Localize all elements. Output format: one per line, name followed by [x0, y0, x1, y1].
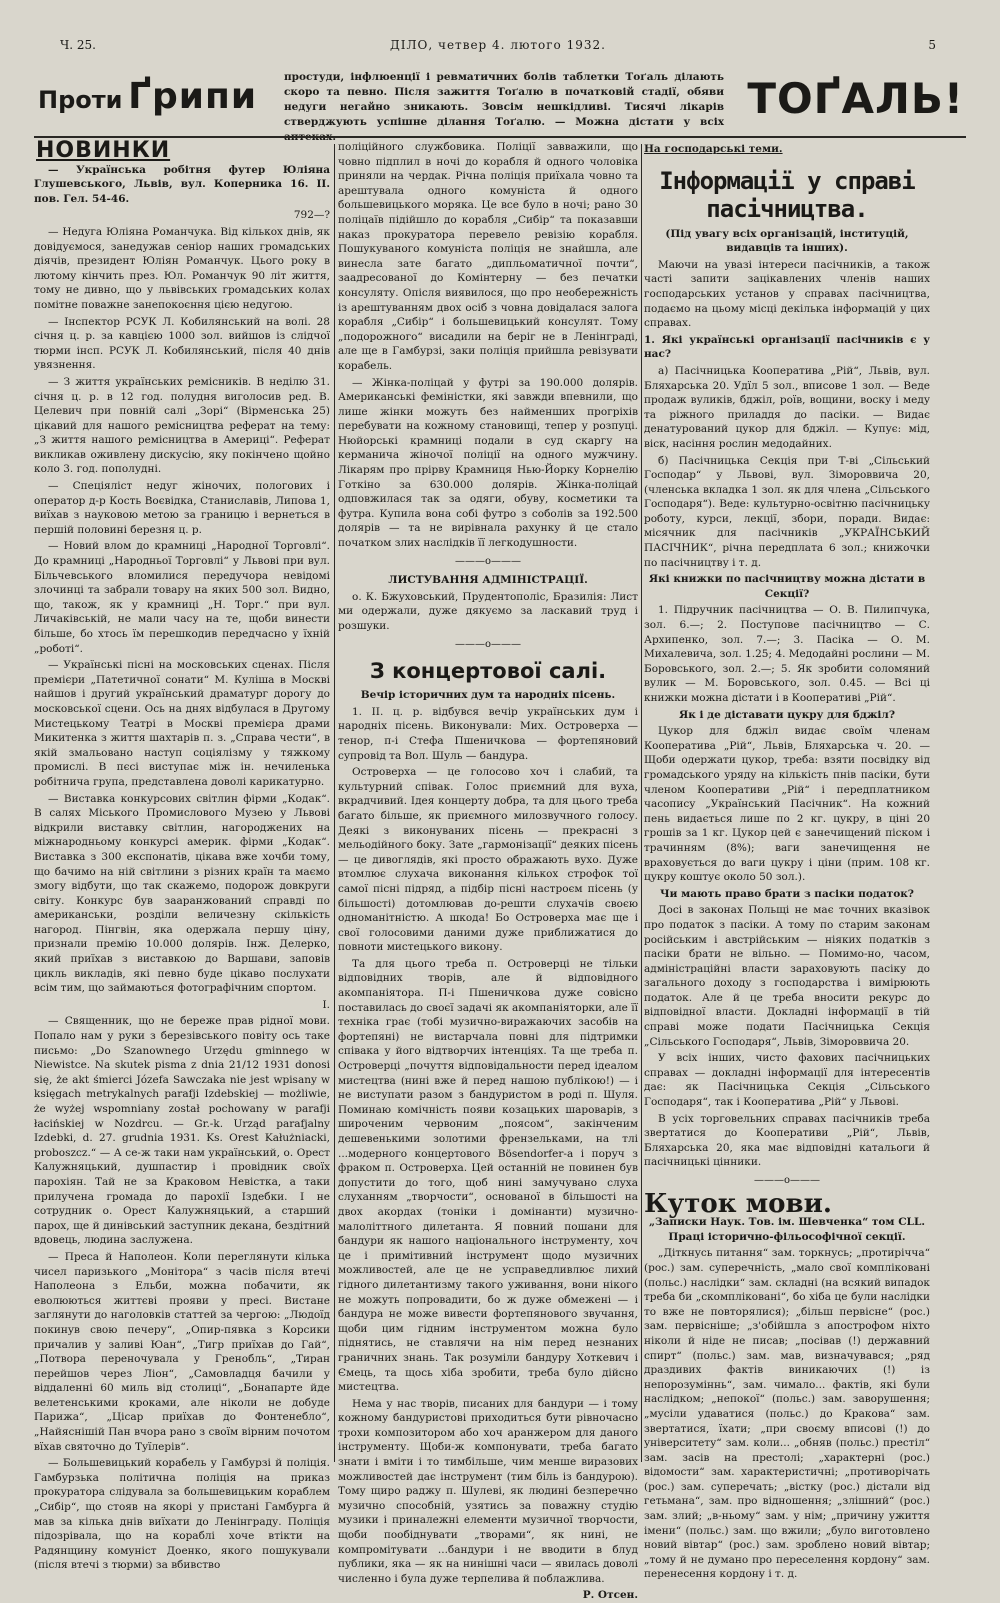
ad-brand-logo: ТОҐАЛЬ! — [747, 74, 964, 123]
language-corner-heading: Куток мови. — [644, 1188, 832, 1219]
article-paragraph: Маючи на увазі інтереси пасічників, а також часті запити зацікавлених членів наших господарських установ у справах пасічництва, подаємо на цьому місці декілька інформацій у цих справах. — [644, 258, 930, 330]
article-paragraph: „Діткнусь питання“ зам. торкнусь; „протирічча“ (рос.) зам. суперечність, „мало свої компліковані (польс.) наслідки“ зам. складні (на всякий випадок треба би „скомпліковані“, бо хіба це були наслідки то вже не повторялися); „більш первісне“ (рос.) зам. первісніше; „з'обійшла з апострофом ніхто ніколи й ніде не писав; „посівав (!) державний спирт“ (польс.) зам. мав, визначувався; „ряд дрaздивих фактів виникаючих (!) із непорозуміннь“, зам. чимало... фактів, які були наслідком; „непокої“ (польс.) зам. заворушення; „мусіли удаватися (польс.) до Кракова“ зам. звертатися, їхати; „при своєму вписові (!) до університету“ зам. коли... „обняв (польс.) престіл“ зам. засів на престолі; „характерні (рос.) відомости“ зам. характеристичні; „противорічать (рос.) зам. суперечать; „вістку (рос.) дістали від гетьмана“, зам. про відношення; „злішний“ (рос.) зам. злий; „в-ньому“ зам. у нім; „причину ужиття імени“ (польс.) зам. що вжили; „було виготовлено новий вівтар“ (рос.) зам. зроблено новий вівтар; „тому й не думано про переселення кордону“ зам. перенесення кордону і т. д. — [644, 1247, 930, 1581]
news-item: — Преса й Наполеон. Коли переглянути кілька чисел паризького „Монітора“ з часів після втечі Наполеона з Ельби, можна побачити, як еволюються життєві прояви у пресі. Вистане заглянути до наголовків статтей за чергою: „Людоїд покинув свою печеру“, „Опир-пявка з Корсики причалив у заливі Юан“, „Тигр приїхав до Гай“, „Потвора переночувала у Гренобль“, „Тиран перейшов через Ліон“, „Самовладця бачили у віддаленні 60 миль від столиці“, „Бонапарте йде велетенськими кроками, але ніколи не добуде Парижа“, „Цісар приїхав до Фонтенебло“, „Найяснішій Пан вчора рано з своїм вірним почотом вїхав святочно до Туїлерів“. — [34, 1250, 330, 1453]
review-paragraph: Та для цього треба п. Островерці не тільки відповідних творів, але й відповідного акомпаніятора. П-і Пшеничкова дуже совісно поставилась до своєї задачі як акомпаніяторки, але її техніка грає (тобі музично-виражаючих засобів на фортепяні) не вистарчала повні для підтримки співака у його відтворчих інтенціях. Та ще треба п. Островерці „почуття відповідальности перед ідеалом мистецтва (нині вже й перед нашою публікою!) — і не виступати разом з бандуристом в роді п. Шуля. Поминаю комічність появи козацьких шароварів, з широченим червоним „поясом“, закінченим дешевенькими золотими френзельками, на тлі ...модерного концертового Bösendorfer-а і поруч з фраком п. Островерха. Цей останній не повинен був допустити до того, щоб нині замучувано слуха слуханням „творчости“, основаної в більшості на двох акордах (тоніки і домінанти) музично-малоліттного дилетанта. Я повний пошани для бандури як нашого національного інструменту, хоч це і примітивний інструмент щодо музичних можливостей, але це не усправедливлює лихий гідного дилетантизму такого уживання, вони нікого не можуть попровадити, бо ж дуже обмежені — і бандура не може вивести фортепянового звучання, щоби цим гідним інструментом можна було піднятись, не ставлячи на нім перед незнаних граничних знань. Так розуміли бандуру Хоткевич і Ємець, та щось хіба зробити, треба було дійсно мистецтва. — [338, 957, 638, 1394]
section-heading: НОВИНКИ — [36, 138, 171, 163]
question-heading: Які книжки по пасічництву можна дістати в Секції? — [648, 573, 926, 600]
news-item: — Українські пісні на московських сценах. Після премієри „Патетичної сонати“ М. Куліша в Москві найшов і другий український драматург дорогу до московської сцени. Ось на днях відбулася в Другому Мистецькому Театрі в Москві премієра драми Микитенка з життя шахтарів п. з. „Справа чести“, в якій змальовано наступ соціялізму у тяжкому промислі. В пєсі виступає між ін. нечиленька робітнича група, представлена доволі карикатурно. — [34, 659, 330, 788]
separator: ———o——— — [753, 1175, 821, 1186]
news-item: — Виставка конкурсових світлин фірми „Кодак“. В салях Міського Промислового Музею у Львові відкрили виставку світлин, нагороджених на міжнародньому конкурсі америк. фірми „Кодак“. Виставка з 300 експонатів, цікава вже хочби тому, що бачимо на ній світлини з різних країн та маємо змогу відбути, що так скажемо, подорож довкруги світу. Конкурс був зааранжований справді по американськи, розділи величезну скількість нагород. Пінгвін, яка одержала першу ціну, признали премію 10.000 долярів. Інж. Делерко, який приїхав з виставкою до Варшави, заповів цикль викладів, які певно буде цікаво послухати всім тим, що займаються фотографічним спортом. — [34, 792, 330, 995]
question-heading: Чи мають право брати з пасіки податок? — [660, 887, 914, 900]
article-paragraph: Досі в законах Польщі не має точних вказівок про податок з пасіки. А тому по старим законам російським і австрійським — ніяких податків з пасіки брати не вільно. — Помимо-но, часом, адміністраційні власти зараховують пасіку до загального доходу з господарства і вимірюють податок. Але й це треба вносити рекурс до відповідної власти. Докладні інформації в тій справі може подати Пасічницька Секція „Сільського Господаря“, Львів, Зімороввича 20. — [644, 904, 930, 1048]
article-paragraph: В усіх торговельних справах пасічників треба звертатися до Кооперативи „Рій“, Львів, Бляхарська 20, яка має відповідні катальоги й пасічницькі цінники. — [644, 1112, 930, 1169]
news-column — [644, 140, 930, 1581]
togal-advertisement — [34, 62, 964, 134]
question-heading: Як і де діставати цукру для бджіл? — [679, 708, 895, 721]
news-item: поліційного службовика. Поліції завважили, що човно підплил в ночі до корабля й одного чоловіка приняли на чердак. Річна поліція приїхала човно та арештувала одного комуніста й одного большевицького моряка. Це все було в ночі; рано 30 поліцаїв підійшло до корабля „Сибір“ та показавши наказ прокуратора перевело ревізію корабля. Пошукуваного комуніста поліція не знайшла, але винесла затe багато „дипльоматичної почти“, заадресованої до Комінтерну — без печатки консуляту. Опісля виявилося, що про необережність із арештуванням двох осіб з човна довідалася залога корабля „Сибір“ і большевицький консулят. Тому „подорожного“ висадили на беріг не в Ленінграді, але ще в Гамбурзі, заки поліція прийшла ревізувати корабель. — [338, 141, 638, 372]
language-corner-subheading: „Записки Наук. Тов. ім. Шевченка“ том CLL. Праці історично-фільософічної секції. — [649, 1216, 925, 1243]
signature: І. — [322, 998, 330, 1011]
news-item: — Жінка-поліцай у футрі за 190.000 долярів. Американські феміністки, які завжди впевнили, що лише жінки можуть без найменших прогріхів перебувати на кожному становищі, тепер у розпуці. Нюйорські крамниці подали в суд скаргу на керманича жіночої поліції на одного мужчину. Лікарям про прірву Крамниця Нью-Йорку Корнелію Готкіно за 630.000 долярів. Жінка-поліцай одповжилася так за одяги, обуву, косметики та футра. Купила вона собі футро з соболів за 192.500 долярів — та не вирівнала рахунку й це стало початком злих наслідків її легкодушности. — [338, 376, 638, 550]
column-divider — [641, 144, 642, 1462]
review-paragraph: Островерха — це голосово хоч і слабий, та культурний співак. Голос приємний для вуха, вкрадчивий. Ідея концерту добра, та для цього треба багато більше, як приємного милозвучного голосу. Деякі з виконуваних пісень — прекрасні з мельодійного боку. Зате „гармонізації“ деяких пісень — це дивоглядів, які просто ображають вухо. Дуже втомлює слухача виконання кількох строфок тої самої пісні підряд, а підбір пісні настроєм пісень (у більшості) дотомлював до-решти слухачів своєю одноманітністю. А шкода! Бо Островерха має ще і свої голосовими даними дуже приближатися до повноти мистецького викону. — [338, 766, 638, 954]
news-column — [338, 140, 638, 1602]
ad-code: 792—? — [293, 209, 330, 222]
separator: ———o——— — [454, 638, 522, 650]
admin-note: о. К. Бжуховський, Прудентополіс, Бразилія: Лист ми одержали, дуже дякуємо за ласкавий труд і розшуки. — [338, 590, 638, 632]
beekeeping-subheading: (Під увагу всіх організацій, інституцій, видавців та інших). — [665, 227, 909, 255]
news-item: — Большевицький корабель у Гамбурзі й поліція. Гамбурзька політична поліція на приказ прокуратора слідувала за большевицьким кораблем „Сибір“, що стояв на якорі у пристані Гамбурга й мав за кілька днів виїхати до Ленінграду. Поліція підозрівала, що на кораблі хоче втікти на Радянщину комуніст Доенко, якого пошукували (після втечі з тюрми) за вбивство — [34, 1457, 330, 1572]
rubric-label: На господарські теми. — [644, 143, 783, 155]
beekeeping-heading: Інформації у справі пасічництва. — [659, 166, 915, 223]
review-paragraph: Нема у нас творів, писаних для бандури — і тому кожному бандуристові приходиться бути рівночасно трохи композитором або хоч аранжером для даного інструменту. Щоби-ж компонувати, треба багато знати і вміти і то тимбільше, чим менше виразових можливостей дає інструмент (тим біль із бандурою). Тому щиро раджу п. Шулеві, як людині безперечно музично способній, узятись за поважну студію музики і приналежні елементи музичної творчости, щоби пообіднувати „творами“, як нині, не компромітувати ...бандури і не вводити в блуд публики, яка — як на нинішні часи — явилась доволі численно і була дуже терпелива й поблажлива. — [338, 1397, 638, 1585]
news-item: — Недуга Юліяна Романчука. Від кількох днів, як довідуємося, занедужав сеніор наших громадських діячів, президент Юліян Романчук. Цього року в лютому кінчить през. Юл. Романчук 90 літ життя, тому не дивно, що у львівських громадських колах помітне поважне занепокоєння цією недугою. — [34, 225, 330, 311]
article-paragraph: 1. Підручник пасічництва — О. В. Пилипчука, зол. 6.—; 2. Поступове пасічництво — С. Архипенко, зол. 7.—; 3. Пасіка — О. М. Михалевича, зол. 1.25; 4. Медодайні рослини — М. Боровського, зол. 2.—; 5. Як зробити соломяний вулик — М. Боровського, зол. 0.45. — Всі ці книжки можна дістати і в Кооперативі „Рій“. — [644, 604, 930, 704]
header-rule — [34, 136, 966, 138]
ad-left-heading: Проти Ґрипи — [38, 76, 258, 117]
question-heading: 1. Які українські організації пасічників є у нас? — [644, 333, 930, 361]
ad-body-text: простуди, інфлюенції і ревматичних болів таблетки Тоґаль ділають скоро та певно. Після зажиття Тоґалю в початковій стадії, обяви недуги негайно зникають. Зовсім нешкідливі. Тисячі лікарів стверджують успішне ділання Тоґалю. — Можна дістати у всіх — [284, 71, 724, 128]
news-item: — Спеціяліст недуг жіночих, пологових і оператор д-р Кость Воєвідка, Станиславів, Липова 1, виїхав з науковою метою за границю і вернеться в першій половині березня ц. р. — [34, 480, 330, 536]
masthead-date: ДІЛО, четвер 4. лютого 1932. — [390, 38, 606, 52]
issue-number: Ч. 25. — [60, 38, 96, 52]
concert-heading: З концертової салі. — [369, 659, 607, 684]
admin-heading: ЛИСТУВАННЯ АДМІНІСТРАЦІЇ. — [388, 574, 588, 587]
article-paragraph: У всіх інших, чисто фахових пасічницьких справах — докладні інформації для інтересентів дає: як Пасічницька Секція „Сільського Господаря“, так і Кооператива „Рій“ у Львові. — [644, 1052, 930, 1109]
news-column — [34, 138, 330, 1572]
concert-subheading: Вечір історичних дум та народніх пісень. — [360, 689, 616, 702]
page-number: 5 — [928, 38, 936, 52]
article-paragraph: Цукор для бджіл видає своїм членам Кооператива „Рій“, Львів, Бляхарська ч. 20. — Щоби одержати цукор, треба: взяти посвідку від громадського уряду на кількість пнів пасіки, бути членом Кооперативи „Рій“ і передплатником часопису „Український Пасічник“. На кожний пень видається лише по 2 кг. цукру, в ціні 20 грошів за 1 кг. Цукор цей є занечищений піском і трачинням (8%); ваги занечищення не враховується до ваги цукру і ціни (прим. 108 кг. цукру коштує около 50 зол.). — [644, 725, 930, 884]
news-item: — Інспектор РСУК Л. Кобилянський на волі. 28 січня ц. р. за кавцією 1000 зол. вийшов із слідчої тюрми інсп. РСУК Л. Кобилянський, після 40 днів увязнення. — [34, 315, 330, 372]
page-header — [60, 38, 936, 58]
review-paragraph: 1. II. ц. р. відбувся вечір українських дум і народніх пісень. Виконували: Мих. Островерха — тенор, п-і Стефа Пшеничкова — фортепяновий супровід та Вол. Шуль — бандура. — [338, 705, 638, 762]
news-item: — Українська робітня футер Юліяна Глушевського, Львів, вул. Коперника 16. II. пов. Гел. 54-46. — [34, 163, 330, 205]
news-item: — З життя українських ремісників. В неділю 31. січня ц. р. в 12 год. полудня виголосив ред. В. Целевич при повній салі „Зорі“ (Вірменська 25) цікавий для нашого ремісництва реферат на тему: „З життя нашого ремісництва в Америці“. Реферат викликав оживлену дискусію, яку покінчено щойно коло 3. год. пополудні. — [34, 375, 330, 476]
article-paragraph: б) Пасічницька Секція при Т-ві „Сільський Господар“ у Львові, вул. Зімороввича 20, (членська вкладка 1 зол. як для члена „Сільського Господаря“). Веде: культурно-освітню пасічницьку роботу, курси, лекції, збори, поради. Видає: місячник для пасічників „УКРАЇНСЬКИЙ ПАСІЧНИК“, річна передплата 6 зол.; книжочки по пасічництву і т. д. — [644, 454, 930, 569]
review-signature: Р. Отсен. — [582, 1589, 638, 1602]
separator: ———o——— — [454, 555, 522, 567]
column-divider — [334, 144, 335, 1462]
news-item: — Новий влом до крамниці „Народної Торговлі“. До крамниці „Народньої Торговлі“ у Львові при вул. Більчевського вломилися передучора невідомі злочинці та забрали товару на яких 500 зол. Видно, що, також, як у крамниці „Н. Торг.“ при вул. Личаківській, не мали часу на те, щоби винести більше, бо хтось їм перешкодив передчасно у їхній „роботі“. — [34, 540, 330, 655]
news-item: — Священник, що не береже прав рідної мови. Попало нам у руки з березівського повіту ось таке письмо: „Do Szanownego Urzędu gminnego w Niewistce. Na skutek pisma z dnia 21/12 1931 donosi się, że akt śmierci Józefa Sawczaka nie jest wpisany w księgach metrykalnych parafji Izdebskiej — możliwie, że wyżej wspomniany został pochowany w parafji łacińskiej w Nozdrcu. — Gr.-k. Urząd parafjalny Izdebki, d. 27. grudnia 1931. Ks. Orest Kałużniacki, proboszcz.“ — А се-ж таки нам український, о. Орест Калужняцький, душпастир і провідник своїх парохіян. Тай не за Краковом Невістка, а таки прилучена громада до парохії Іздебки. І не сотрудник о. Орест Калужняцький, а старший парох, ще й динівський заступник декана, бездітний вдовець, людина заслужена. — [34, 1015, 330, 1247]
article-paragraph: а) Пасічницька Кооператива „Рій“, Львів, вул. Бляхарська 20. Удїл 5 зол., вписове 1 зол. — Веде продаж вуликів, бджіл, роїв, вощини, воску і меду та ріжного приладдя до пасіки. — Видає денатурований цукор для бджіл. — Купує: мід, віск, насіння рослин медодайних. — [644, 364, 930, 450]
